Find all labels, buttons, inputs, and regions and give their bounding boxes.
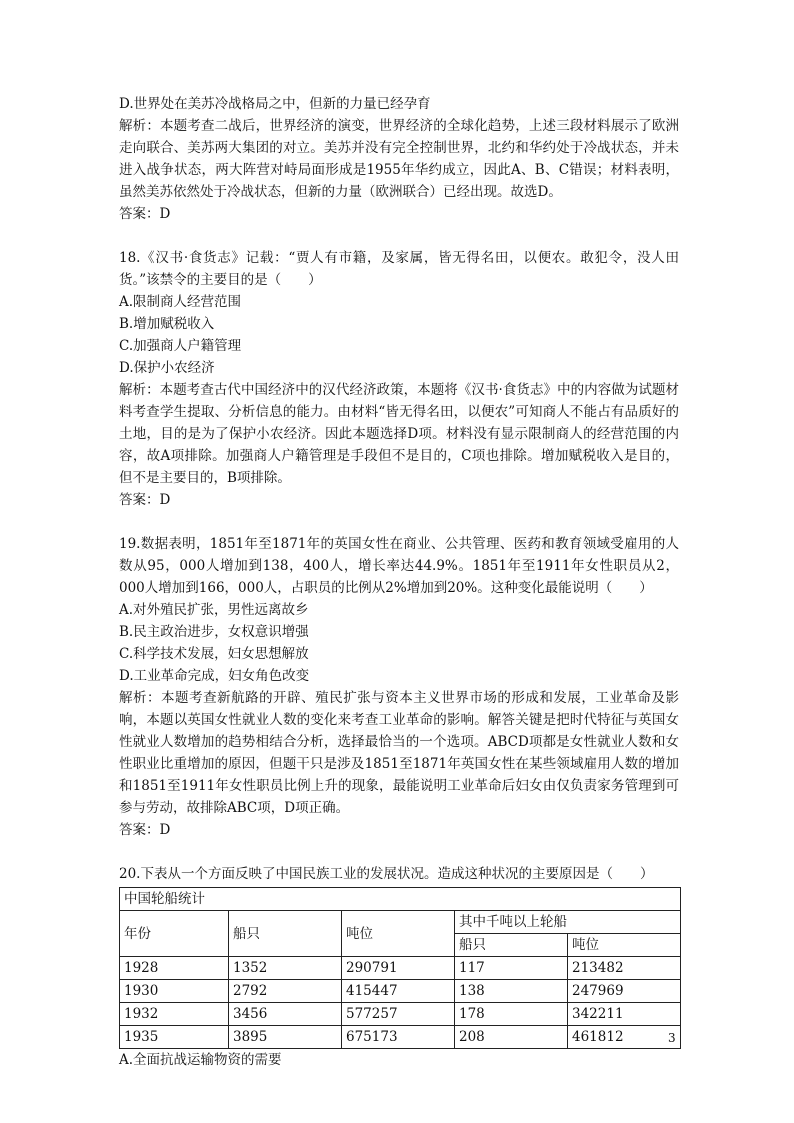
ship-statistics-table xyxy=(119,887,681,1049)
cell-large-tonnage: 342211 xyxy=(568,1003,681,1026)
q18-analysis: 解析：本题考查古代中国经济中的汉代经济政策，本题将《汉书·食货志》中的内容做为试题材料考查学生提取、分析信息的能力。由材料“皆无得名田，以便农”可知商人不能占有品质好的土地，目的是为了保护小农经济。因此本题选择D项。材料没有显示限制商人的经营范围的内容，故A项排除。加强商人户籍管理是手段但不是目的，C项也排除。增加赋税收入是目的，但不是主要目的，B项排除。 xyxy=(119,382,679,486)
cell-large-tonnage: 461812 xyxy=(568,1026,681,1049)
table-row xyxy=(120,1026,681,1049)
header-over-1000t: 其中千吨以上轮船 xyxy=(455,911,681,934)
cell-ships: 3456 xyxy=(229,1003,342,1026)
cell-large-ships: 117 xyxy=(455,957,568,980)
q17-option-d: D.世界处在美苏冷战格局之中，但新的力量已经孕育 xyxy=(119,96,431,112)
table-title: 中国轮船统计 xyxy=(120,888,681,911)
q20-stem: 20.下表从一个方面反映了中国民族工业的发展状况。造成这种状况的主要原因是（ ） xyxy=(119,866,654,882)
q17-answer: 答案：D xyxy=(119,206,171,222)
subheader-tonnage: 吨位 xyxy=(568,934,681,957)
q17-analysis: 解析：本题考查二战后，世界经济的演变，世界经济的全球化趋势，上述三段材料展示了欧洲走向联合、美苏两大集团的对立。美苏并没有完全控制世界，北约和华约处于冷战状态，并未进入战争状态，两大阵营对峙局面形成是1955年华约成立，因此A、B、C错误；材料表明，虽然美苏依然处于冷战状态，但新的力量（欧洲联合）已经出现。故选D。 xyxy=(119,118,679,200)
cell-year: 1928 xyxy=(120,957,229,980)
page-number: 3 xyxy=(668,1031,676,1045)
cell-tonnage: 290791 xyxy=(342,957,455,980)
cell-year: 1935 xyxy=(120,1026,229,1049)
document-body xyxy=(119,93,679,1071)
cell-year: 1932 xyxy=(120,1003,229,1026)
cell-tonnage: 675173 xyxy=(342,1026,455,1049)
cell-tonnage: 415447 xyxy=(342,980,455,1003)
header-year: 年份 xyxy=(120,911,229,957)
q18-option-d: D.保护小农经济 xyxy=(119,360,215,376)
cell-large-ships: 138 xyxy=(455,980,568,1003)
cell-large-tonnage: 213482 xyxy=(568,957,681,980)
cell-ships: 1352 xyxy=(229,957,342,980)
q20-option-a: A.全面抗战运输物资的需要 xyxy=(119,1052,282,1068)
q18-option-c: C.加强商人户籍管理 xyxy=(119,338,242,354)
header-tonnage: 吨位 xyxy=(342,911,455,957)
cell-ships: 2792 xyxy=(229,980,342,1003)
cell-ships: 3895 xyxy=(229,1026,342,1049)
q19-answer: 答案：D xyxy=(119,822,171,838)
table-row xyxy=(120,957,681,980)
q19-option-b: B.民主政治进步，女权意识增强 xyxy=(119,624,309,640)
q18-stem: 18.《汉书·食货志》记载：“贾人有市籍，及家属，皆无得名田，以便农。敢犯令，没人田货。”该禁令的主要目的是（ ） xyxy=(119,250,679,288)
q18-answer: 答案：D xyxy=(119,492,171,508)
cell-year: 1930 xyxy=(120,980,229,1003)
cell-large-ships: 178 xyxy=(455,1003,568,1026)
table-row xyxy=(120,1003,681,1026)
q18-option-b: B.增加赋税收入 xyxy=(119,316,215,332)
cell-large-ships: 208 xyxy=(455,1026,568,1049)
cell-large-tonnage: 247969 xyxy=(568,980,681,1003)
q19-stem: 19.数据表明，1851年至1871年的英国女性在商业、公共管理、医药和教育领域受雇用的人数从95，000人增加到138，400人，增长率达44.9%。1851年至1911年女性职员从2，000人增加到166，000人，占职员的比例从2%增加到20%。这种变化最能说明（ ） xyxy=(119,536,679,596)
header-ships: 船只 xyxy=(229,911,342,957)
table-row xyxy=(120,980,681,1003)
q19-option-c: C.科学技术发展，妇女思想解放 xyxy=(119,646,309,662)
cell-tonnage: 577257 xyxy=(342,1003,455,1026)
subheader-ships: 船只 xyxy=(455,934,568,957)
q18-option-a: A.限制商人经营范围 xyxy=(119,294,242,310)
q19-analysis: 解析：本题考查新航路的开辟、殖民扩张与资本主义世界市场的形成和发展，工业革命及影响，本题以英国女性就业人数的变化来考查工业革命的影响。解答关键是把时代特征与英国女性就业人数增加的趋势相结合分析，选择最恰当的一个选项。ABCD项都是女性就业人数和女性职业比重增加的原因，但题干只是涉及1851至1871年英国女性在某些领域雇用人数的增加和1851至1911年女性职员比例上升的现象，最能说明工业革命后妇女由仅负责家务管理到可参与劳动，故排除ABC项，D项正确。 xyxy=(119,690,679,816)
q19-option-d: D.工业革命完成，妇女角色改变 xyxy=(119,668,310,684)
q19-option-a: A.对外殖民扩张，男性远离故乡 xyxy=(119,602,309,618)
